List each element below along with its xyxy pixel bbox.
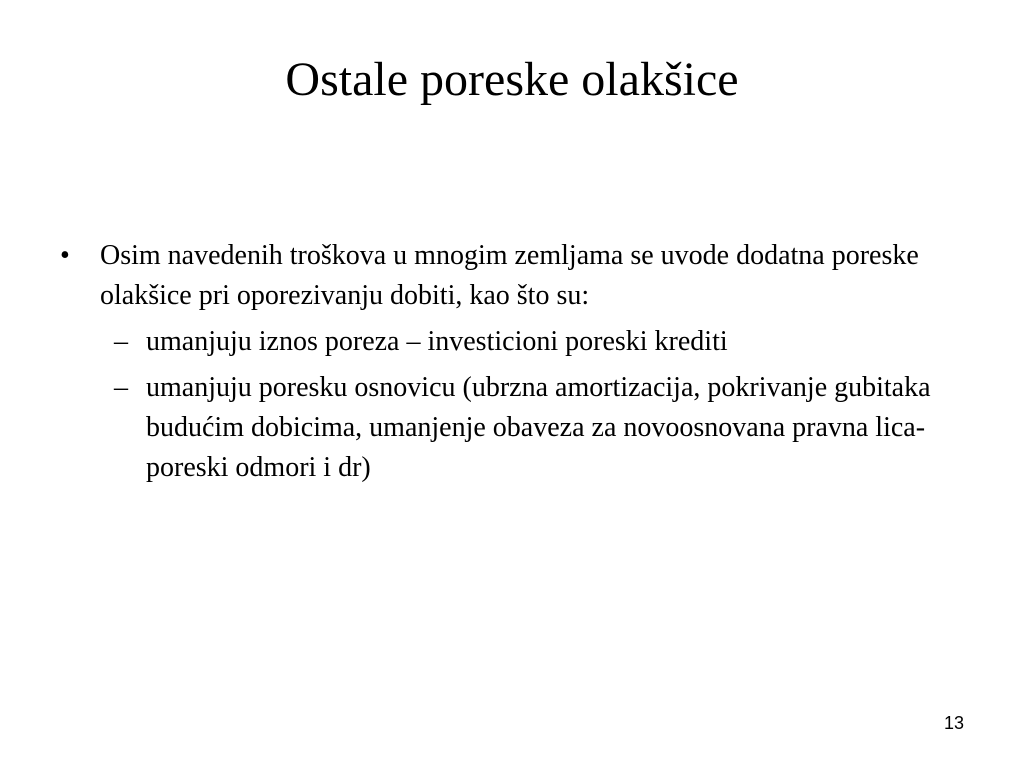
subbullet-text: umanjuju poresku osnovicu (ubrzna amortizacija, pokrivanje gubitaka budućim dobicima, umanjenje obaveza za novoosnovana pravna lica- poreski odmori i dr) [146, 372, 931, 483]
subbullet-item [114, 368, 980, 488]
page-number: 13 [943, 713, 964, 733]
bullet-text: Osim navedenih troškova u mnogim zemljama se uvode dodatna poreske olakšice pri oporezivanju dobiti, kao što su: [100, 240, 919, 311]
subbullet-marker: – [114, 372, 128, 403]
bullet-marker: • [60, 240, 70, 271]
bullet-item [60, 236, 980, 316]
slide-title: Ostale poreske olakšice [285, 53, 739, 106]
subbullet-text: umanjuju iznos poreza – investicioni poreski krediti [146, 326, 728, 357]
subbullet-marker: – [114, 326, 128, 357]
slide-content [60, 236, 980, 488]
subbullet-item [114, 322, 980, 362]
